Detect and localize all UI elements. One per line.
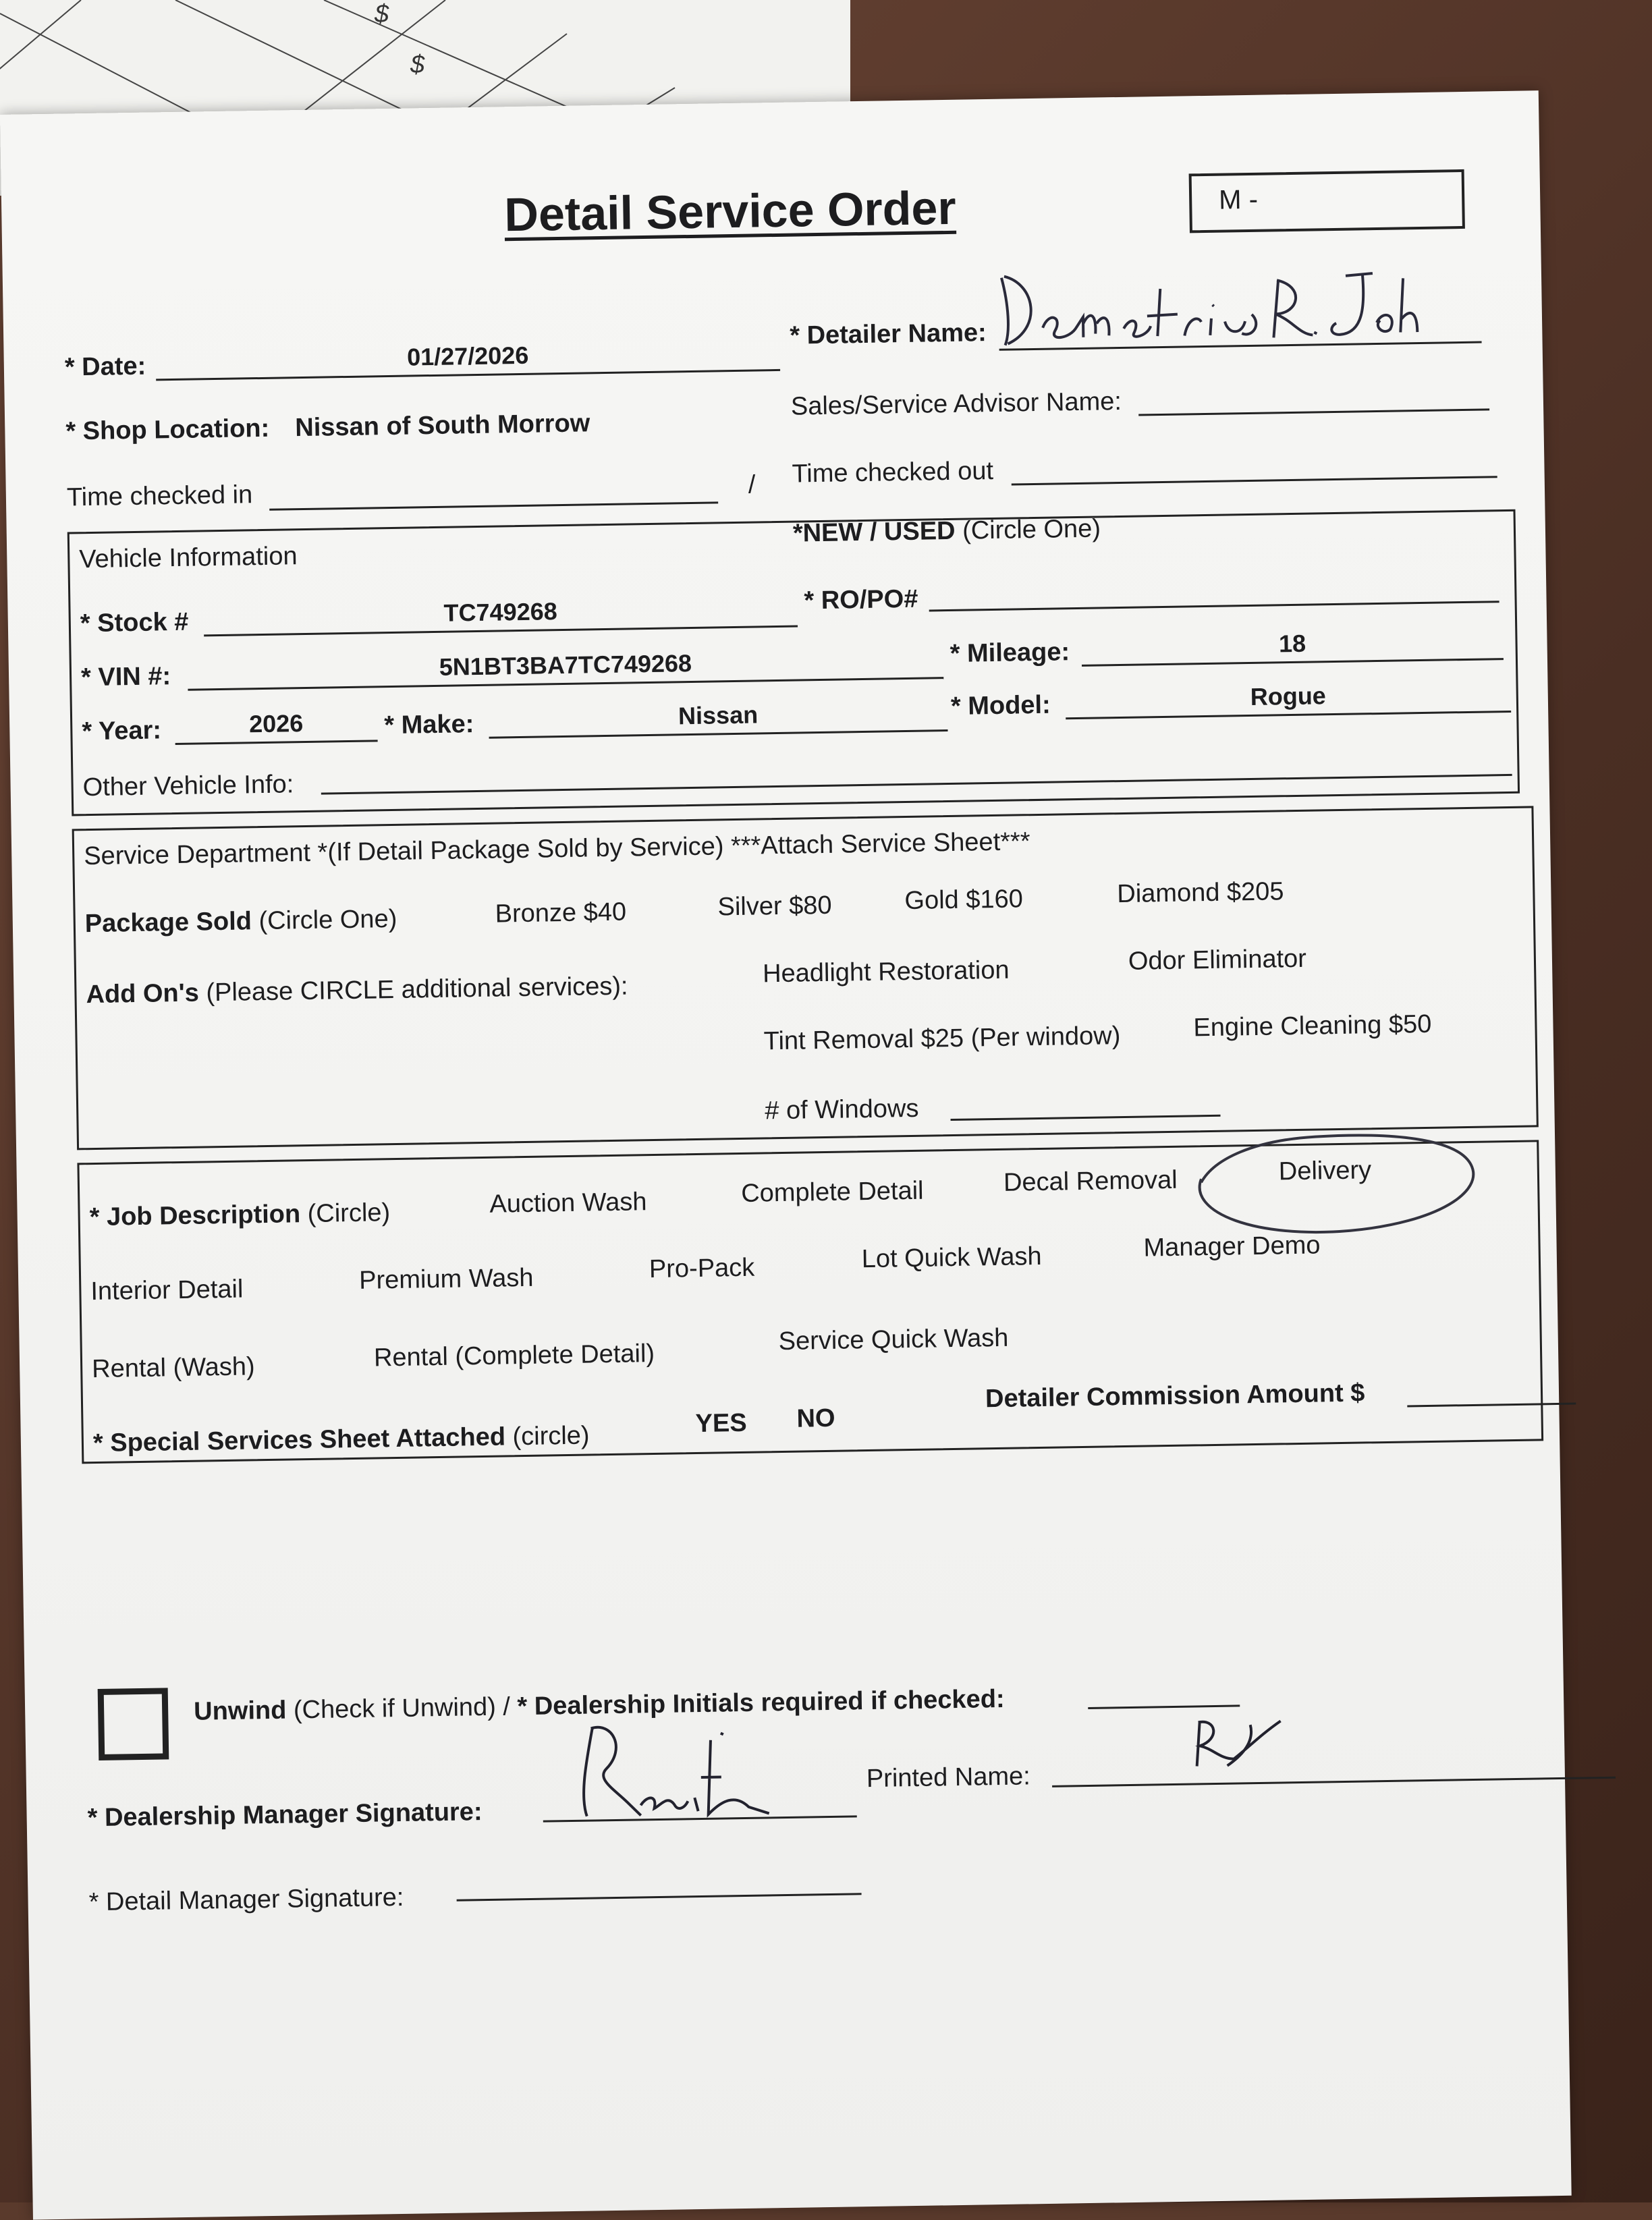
package-bronze[interactable]: Bronze $40 (495, 897, 627, 928)
printed-name-initials (1186, 1711, 1288, 1779)
shop-location-value: Nissan of South Morrow (295, 409, 590, 443)
printed-name-line[interactable] (1052, 1777, 1616, 1787)
detailer-name-label: * Detailer Name: (789, 318, 987, 350)
vin-label: * VIN #: (80, 662, 171, 692)
package-silver[interactable]: Silver $80 (717, 891, 832, 922)
addon-headlight-restoration[interactable]: Headlight Restoration (762, 955, 1010, 989)
initials-label: * Dealership Initials required if checked: (517, 1684, 1005, 1721)
make-value: Nissan (678, 700, 759, 730)
time-out-label: Time checked out (792, 456, 994, 489)
other-vehicle-info-label: Other Vehicle Info: (82, 770, 294, 802)
unwind-hint: (Check if Unwind) / (293, 1692, 511, 1725)
job-service-quick-wash[interactable]: Service Quick Wash (778, 1323, 1009, 1356)
job-rental-complete-detail[interactable]: Rental (Complete Detail) (373, 1339, 655, 1372)
job-delivery[interactable]: Delivery (1278, 1156, 1372, 1186)
windows-count-label: # of Windows (765, 1094, 919, 1126)
year-label: * Year: (82, 716, 162, 746)
job-complete-detail[interactable]: Complete Detail (740, 1176, 924, 1208)
time-in-line[interactable] (269, 501, 718, 510)
job-auction-wash[interactable]: Auction Wash (489, 1188, 647, 1219)
back-dollar-1: $ (375, 0, 389, 28)
job-manager-demo[interactable]: Manager Demo (1143, 1231, 1321, 1262)
printed-name-label: Printed Name: (866, 1762, 1031, 1794)
model-value: Rogue (1250, 682, 1327, 711)
time-in-label: Time checked in (66, 480, 253, 512)
shop-location-label: * Shop Location: (65, 414, 270, 446)
vin-value: 5N1BT3BA7TC749268 (439, 649, 692, 681)
job-lot-quick-wash[interactable]: Lot Quick Wash (861, 1242, 1042, 1274)
package-sold-hint: (Circle One) (258, 904, 397, 936)
date-value: 01/27/2026 (406, 341, 529, 371)
advisor-name-label: Sales/Service Advisor Name: (790, 387, 1122, 421)
date-label: * Date: (64, 352, 146, 382)
ro-po-label: * RO/PO# (804, 584, 918, 615)
detailer-signature (995, 258, 1441, 352)
special-services-hint: (circle) (512, 1421, 590, 1451)
service-header: Service Department *(If Detail Package Sold by Service) ***Attach Service Sheet*** (83, 827, 1030, 871)
initials-line[interactable] (1088, 1704, 1240, 1709)
detail-manager-signature-label: * Detail Manager Signature: (88, 1883, 404, 1917)
make-label: * Make: (383, 710, 474, 740)
service-order-form (0, 90, 1572, 2219)
stock-value: TC749268 (443, 597, 558, 627)
special-services-no[interactable]: NO (796, 1404, 835, 1433)
addon-odor-eliminator[interactable]: Odor Eliminator (1128, 944, 1307, 976)
time-out-line[interactable] (1012, 476, 1497, 485)
package-gold[interactable]: Gold $160 (904, 885, 1024, 916)
mileage-label: * Mileage: (949, 638, 1070, 668)
addons-hint: (Please CIRCLE additional services): (206, 972, 628, 1007)
back-dollar-2: $ (410, 51, 425, 79)
detail-manager-signature-line[interactable] (457, 1893, 862, 1901)
commission-label: Detailer Commission Amount $ (985, 1379, 1365, 1414)
job-interior-detail[interactable]: Interior Detail (90, 1275, 244, 1306)
m-number-box[interactable] (1189, 169, 1465, 233)
unwind-label: Unwind (193, 1696, 287, 1726)
stock-label: * Stock # (80, 607, 189, 638)
delivery-circle-mark (1174, 1128, 1486, 1244)
vehicle-info-label: Vehicle Information (79, 542, 298, 574)
m-number-label: M - (1218, 184, 1259, 215)
year-value: 2026 (248, 709, 304, 738)
addons-label: Add On's (86, 978, 200, 1009)
job-premium-wash[interactable]: Premium Wash (358, 1263, 534, 1295)
addon-tint-removal[interactable]: Tint Removal $25 (Per window) (763, 1022, 1121, 1056)
dealer-manager-signature-label: * Dealership Manager Signature: (87, 1798, 483, 1833)
special-services-label: * Special Services Sheet Attached (92, 1422, 506, 1458)
form-title: Detail Service Order (503, 181, 957, 242)
package-sold-label: Package Sold (84, 907, 252, 939)
dealer-manager-signature (565, 1712, 782, 1823)
model-label: * Model: (950, 690, 1051, 721)
addon-engine-cleaning[interactable]: Engine Cleaning $50 (1193, 1009, 1432, 1043)
special-services-yes[interactable]: YES (695, 1408, 747, 1439)
job-description-label: * Job Description (89, 1200, 301, 1232)
unwind-checkbox[interactable] (98, 1688, 169, 1760)
job-decal-removal[interactable]: Decal Removal (1003, 1165, 1178, 1197)
job-pro-pack[interactable]: Pro-Pack (649, 1253, 755, 1284)
time-separator: / (748, 470, 756, 499)
new-used-hint: (Circle One) (962, 514, 1101, 545)
package-diamond[interactable]: Diamond $205 (1117, 877, 1284, 909)
mileage-value: 18 (1278, 629, 1306, 658)
job-rental-wash[interactable]: Rental (Wash) (91, 1352, 255, 1384)
new-used-label[interactable]: *NEW / USED (792, 516, 956, 548)
advisor-name-line[interactable] (1138, 408, 1489, 416)
job-description-hint: (Circle) (307, 1198, 391, 1229)
